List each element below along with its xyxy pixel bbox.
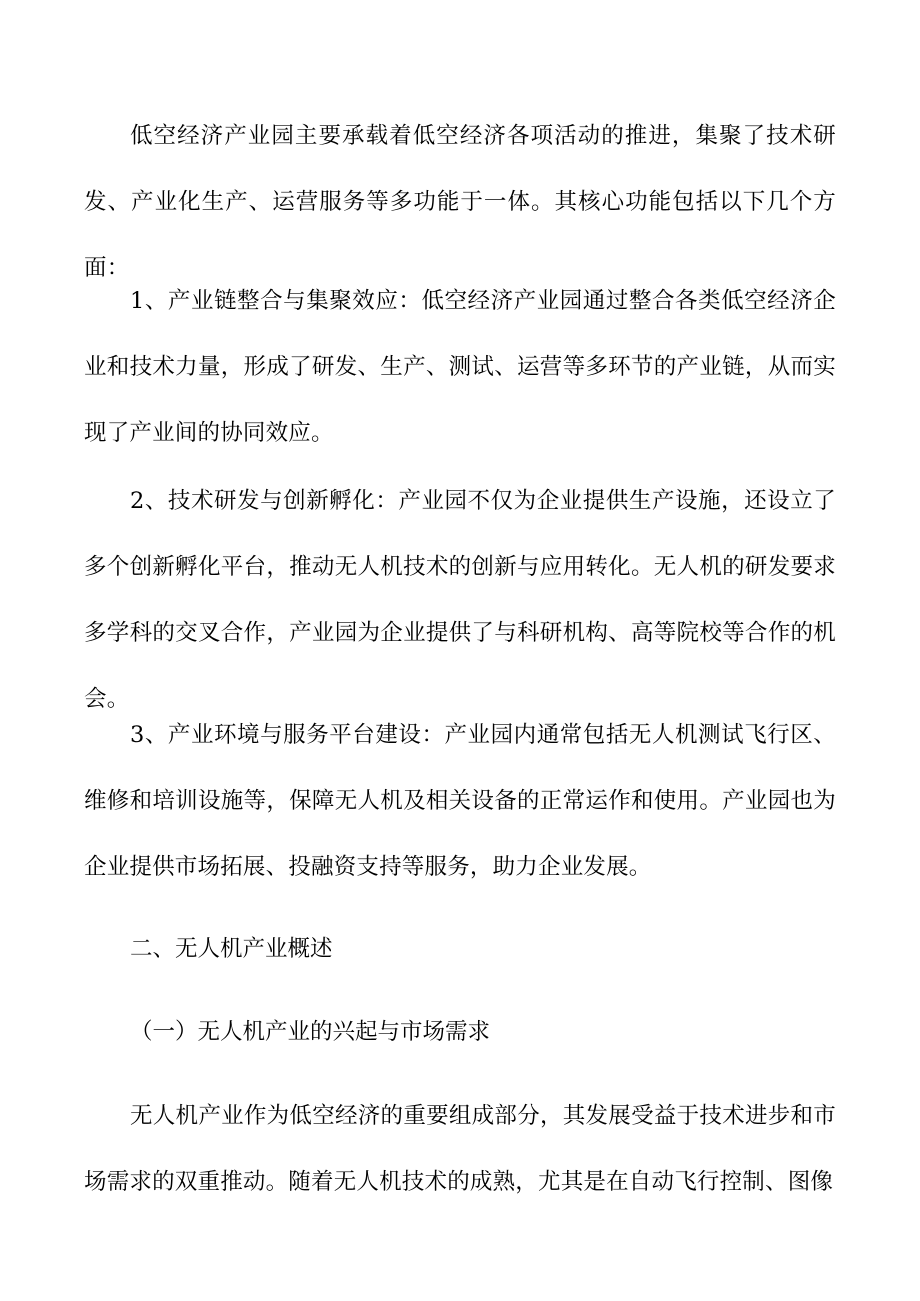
- paragraph-closing: 无人机产业作为低空经济的重要组成部分，其发展受益于技术进步和市场需求的双重推动。随着无人机技术的成熟，尤其是在自动飞行控制、图像: [84, 1103, 836, 1195]
- subsection-heading: （一）无人机产业的兴起与市场需求: [130, 1019, 491, 1045]
- paragraph-item-1: 1、产业链整合与集聚效应：低空经济产业园通过整合各类低空经济企业和技术力量，形成了研发、生产、测试、运营等多环节的产业链，从而实现了产业间的协同效应。: [84, 288, 836, 446]
- paragraph-intro: 低空经济产业园主要承载着低空经济各项活动的推进，集聚了技术研发、产业化生产、运营服务等多功能于一体。其核心功能包括以下几个方面：: [84, 123, 836, 281]
- paragraph-item-2: 2、技术研发与创新孵化：产业园不仅为企业提供生产设施，还设立了多个创新孵化平台，推动无人机技术的创新与应用转化。无人机的研发要求多学科的交叉合作，产业园为企业提供了与科研机构、高等院校等合作的机会。: [84, 488, 836, 712]
- paragraph-item-3: 3、产业环境与服务平台建设：产业园内通常包括无人机测试飞行区、维修和培训设施等，保障无人机及相关设备的正常运作和使用。产业园也为企业提供市场拓展、投融资支持等服务，助力企业发展。: [84, 722, 836, 880]
- section-heading: 二、无人机产业概述: [130, 936, 333, 962]
